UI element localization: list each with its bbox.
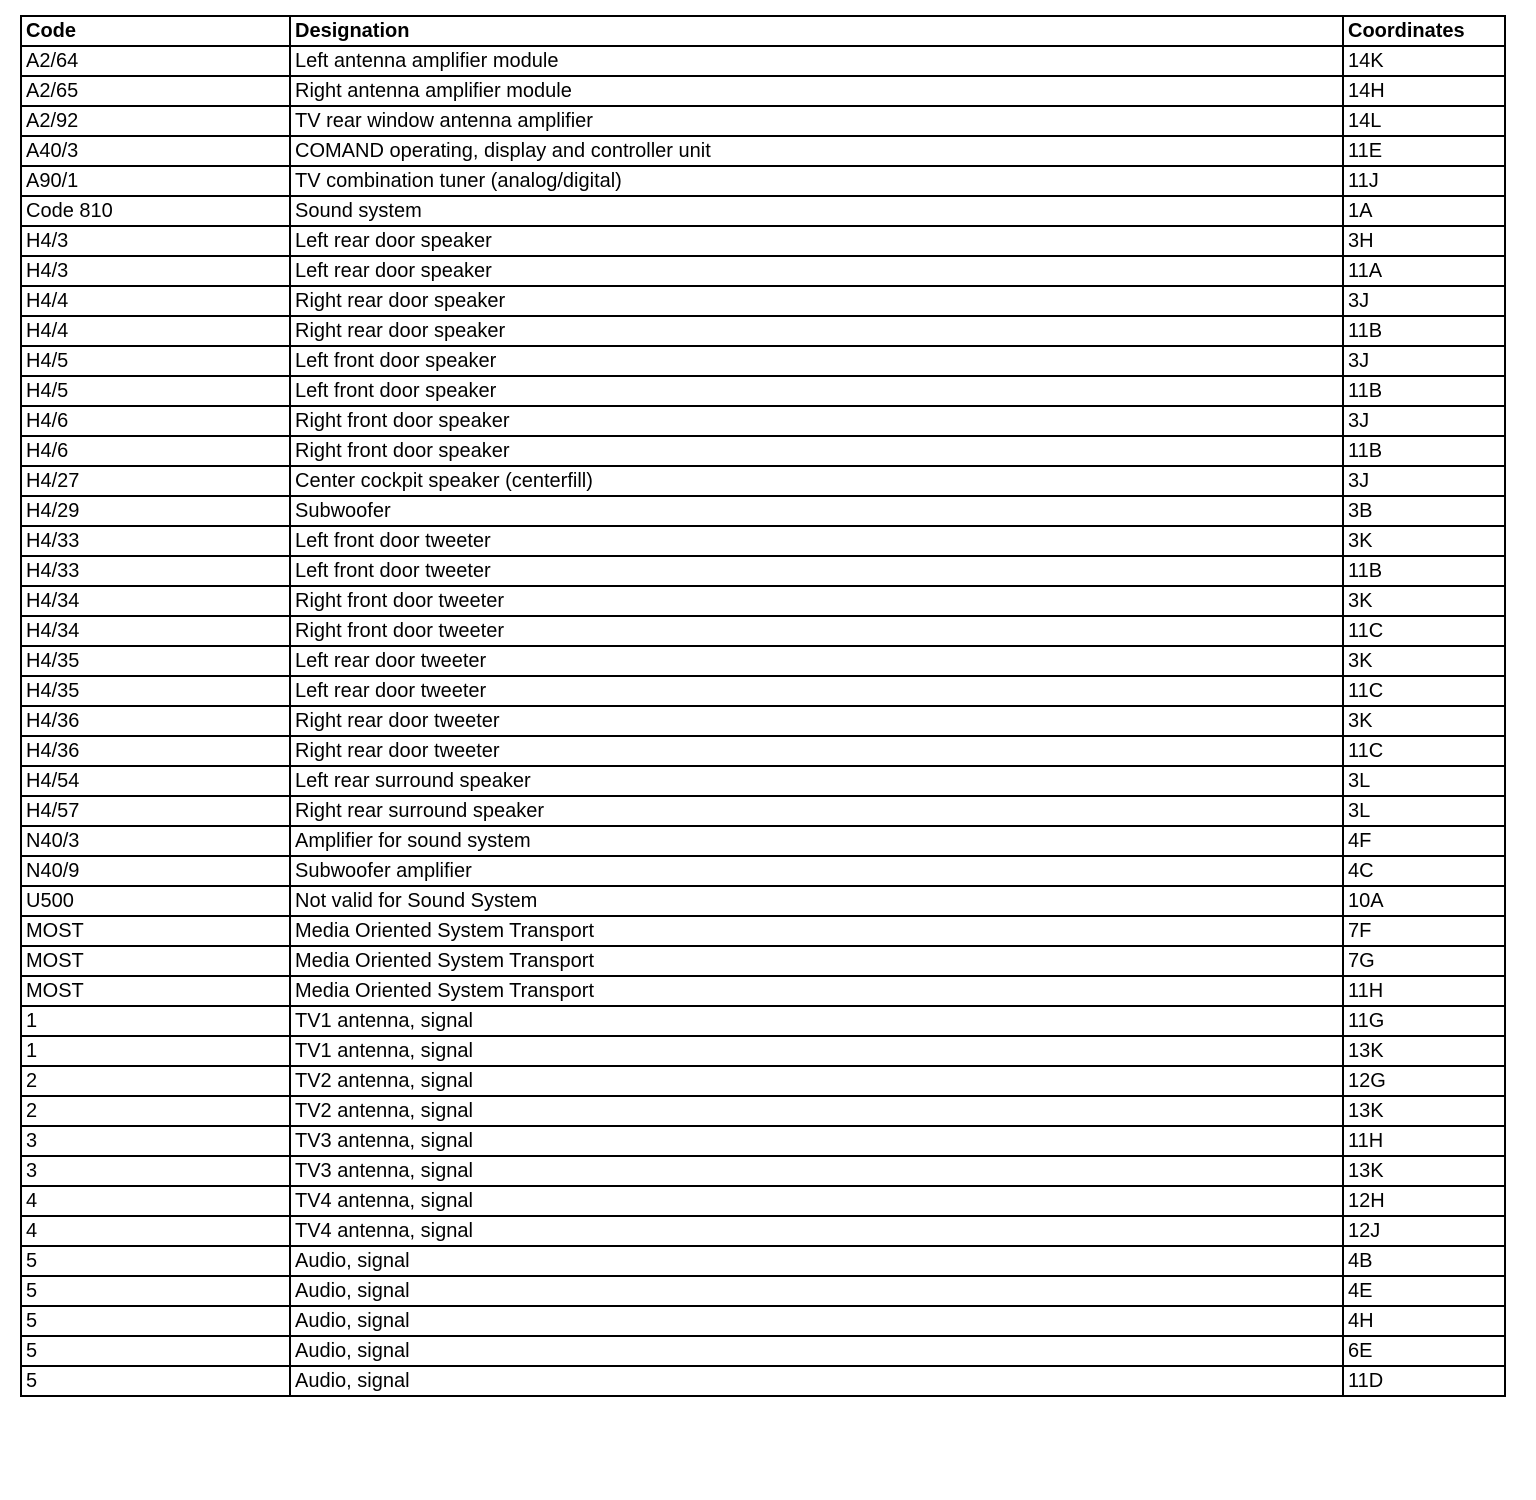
cell-designation: TV1 antenna, signal xyxy=(290,1036,1343,1066)
cell-designation: COMAND operating, display and controller unit xyxy=(290,136,1343,166)
cell-designation: TV combination tuner (analog/digital) xyxy=(290,166,1343,196)
table-row xyxy=(21,856,1505,886)
cell-designation: Left rear surround speaker xyxy=(290,766,1343,796)
cell-designation: Subwoofer amplifier xyxy=(290,856,1343,886)
cell-code: 5 xyxy=(21,1276,290,1306)
cell-code: H4/3 xyxy=(21,226,290,256)
cell-code: A40/3 xyxy=(21,136,290,166)
cell-coordinates: 11E xyxy=(1343,136,1505,166)
cell-code: 3 xyxy=(21,1156,290,1186)
table-row xyxy=(21,826,1505,856)
cell-designation: Left rear door tweeter xyxy=(290,646,1343,676)
table-row xyxy=(21,646,1505,676)
table-row xyxy=(21,676,1505,706)
table-row xyxy=(21,886,1505,916)
cell-code: 5 xyxy=(21,1246,290,1276)
cell-coordinates: 11D xyxy=(1343,1366,1505,1396)
cell-designation: Center cockpit speaker (centerfill) xyxy=(290,466,1343,496)
cell-designation: Amplifier for sound system xyxy=(290,826,1343,856)
table-row xyxy=(21,1096,1505,1126)
cell-coordinates: 14H xyxy=(1343,76,1505,106)
cell-code: H4/33 xyxy=(21,526,290,556)
cell-code: H4/6 xyxy=(21,436,290,466)
table-row xyxy=(21,76,1505,106)
cell-designation: Right front door speaker xyxy=(290,436,1343,466)
cell-code: H4/29 xyxy=(21,496,290,526)
cell-code: 4 xyxy=(21,1216,290,1246)
table-row xyxy=(21,496,1505,526)
cell-code: 5 xyxy=(21,1306,290,1336)
cell-code: 3 xyxy=(21,1126,290,1156)
cell-code: A2/64 xyxy=(21,46,290,76)
cell-designation: Not valid for Sound System xyxy=(290,886,1343,916)
cell-coordinates: 13K xyxy=(1343,1036,1505,1066)
cell-coordinates: 14K xyxy=(1343,46,1505,76)
table-row xyxy=(21,136,1505,166)
table-row xyxy=(21,976,1505,1006)
cell-designation: TV2 antenna, signal xyxy=(290,1096,1343,1126)
cell-designation: Audio, signal xyxy=(290,1366,1343,1396)
cell-coordinates: 13K xyxy=(1343,1096,1505,1126)
cell-coordinates: 3K xyxy=(1343,706,1505,736)
cell-coordinates: 1A xyxy=(1343,196,1505,226)
cell-designation: Media Oriented System Transport xyxy=(290,946,1343,976)
cell-coordinates: 11C xyxy=(1343,616,1505,646)
cell-designation: Audio, signal xyxy=(290,1336,1343,1366)
cell-code: 2 xyxy=(21,1096,290,1126)
table-row xyxy=(21,256,1505,286)
table-row xyxy=(21,286,1505,316)
cell-coordinates: 3J xyxy=(1343,406,1505,436)
cell-coordinates: 3B xyxy=(1343,496,1505,526)
cell-coordinates: 12H xyxy=(1343,1186,1505,1216)
cell-designation: Left rear door speaker xyxy=(290,256,1343,286)
table-row xyxy=(21,1156,1505,1186)
cell-designation: Right rear door tweeter xyxy=(290,736,1343,766)
cell-designation: Left front door speaker xyxy=(290,346,1343,376)
cell-coordinates: 14L xyxy=(1343,106,1505,136)
table-row xyxy=(21,1246,1505,1276)
table-row xyxy=(21,586,1505,616)
cell-code: 1 xyxy=(21,1036,290,1066)
cell-coordinates: 11B xyxy=(1343,316,1505,346)
table-row xyxy=(21,1006,1505,1036)
cell-coordinates: 11G xyxy=(1343,1006,1505,1036)
cell-designation: Right antenna amplifier module xyxy=(290,76,1343,106)
table-row xyxy=(21,1036,1505,1066)
cell-code: H4/34 xyxy=(21,616,290,646)
table-row xyxy=(21,736,1505,766)
table-row xyxy=(21,706,1505,736)
cell-coordinates: 7G xyxy=(1343,946,1505,976)
cell-designation: Right rear surround speaker xyxy=(290,796,1343,826)
cell-coordinates: 3J xyxy=(1343,286,1505,316)
cell-designation: TV1 antenna, signal xyxy=(290,1006,1343,1036)
table-body xyxy=(21,46,1505,1396)
cell-designation: Audio, signal xyxy=(290,1276,1343,1306)
cell-designation: Right rear door speaker xyxy=(290,316,1343,346)
cell-coordinates: 10A xyxy=(1343,886,1505,916)
cell-coordinates: 3L xyxy=(1343,766,1505,796)
cell-coordinates: 6E xyxy=(1343,1336,1505,1366)
cell-code: N40/3 xyxy=(21,826,290,856)
table-row xyxy=(21,436,1505,466)
cell-code: 4 xyxy=(21,1186,290,1216)
cell-code: 2 xyxy=(21,1066,290,1096)
cell-code: H4/6 xyxy=(21,406,290,436)
cell-code: MOST xyxy=(21,916,290,946)
cell-designation: Right front door speaker xyxy=(290,406,1343,436)
cell-designation: TV4 antenna, signal xyxy=(290,1216,1343,1246)
cell-designation: Media Oriented System Transport xyxy=(290,916,1343,946)
cell-code: N40/9 xyxy=(21,856,290,886)
table-row xyxy=(21,316,1505,346)
cell-coordinates: 4F xyxy=(1343,826,1505,856)
cell-designation: Left rear door tweeter xyxy=(290,676,1343,706)
cell-coordinates: 11A xyxy=(1343,256,1505,286)
table-row xyxy=(21,946,1505,976)
cell-coordinates: 4H xyxy=(1343,1306,1505,1336)
cell-designation: Media Oriented System Transport xyxy=(290,976,1343,1006)
cell-code: H4/35 xyxy=(21,646,290,676)
cell-coordinates: 3H xyxy=(1343,226,1505,256)
cell-coordinates: 11H xyxy=(1343,976,1505,1006)
cell-designation: Left front door speaker xyxy=(290,376,1343,406)
cell-code: A2/65 xyxy=(21,76,290,106)
table-row xyxy=(21,196,1505,226)
cell-code: H4/4 xyxy=(21,316,290,346)
table-row xyxy=(21,406,1505,436)
cell-coordinates: 4E xyxy=(1343,1276,1505,1306)
table-header xyxy=(21,16,1505,46)
header-designation: Designation xyxy=(290,16,1343,46)
cell-code: H4/4 xyxy=(21,286,290,316)
table-row xyxy=(21,796,1505,826)
cell-code: H4/3 xyxy=(21,256,290,286)
table-row xyxy=(21,346,1505,376)
cell-coordinates: 11H xyxy=(1343,1126,1505,1156)
cell-coordinates: 11C xyxy=(1343,676,1505,706)
cell-code: A2/92 xyxy=(21,106,290,136)
cell-designation: Right rear door speaker xyxy=(290,286,1343,316)
table-row xyxy=(21,46,1505,76)
cell-coordinates: 7F xyxy=(1343,916,1505,946)
cell-code: MOST xyxy=(21,976,290,1006)
cell-coordinates: 3L xyxy=(1343,796,1505,826)
cell-code: 5 xyxy=(21,1366,290,1396)
cell-designation: TV3 antenna, signal xyxy=(290,1156,1343,1186)
cell-coordinates: 3J xyxy=(1343,346,1505,376)
cell-coordinates: 12J xyxy=(1343,1216,1505,1246)
cell-coordinates: 11B xyxy=(1343,556,1505,586)
cell-code: 1 xyxy=(21,1006,290,1036)
cell-code: H4/27 xyxy=(21,466,290,496)
table-row xyxy=(21,526,1505,556)
header-row xyxy=(21,16,1505,46)
component-table xyxy=(20,15,1506,1397)
cell-designation: Right front door tweeter xyxy=(290,586,1343,616)
cell-designation: Right rear door tweeter xyxy=(290,706,1343,736)
cell-designation: Left rear door speaker xyxy=(290,226,1343,256)
table-row xyxy=(21,376,1505,406)
cell-coordinates: 3J xyxy=(1343,466,1505,496)
table-row xyxy=(21,1366,1505,1396)
cell-designation: TV2 antenna, signal xyxy=(290,1066,1343,1096)
table-row xyxy=(21,166,1505,196)
cell-designation: TV3 antenna, signal xyxy=(290,1126,1343,1156)
cell-coordinates: 13K xyxy=(1343,1156,1505,1186)
cell-code: 5 xyxy=(21,1336,290,1366)
table-row xyxy=(21,1306,1505,1336)
cell-code: Code 810 xyxy=(21,196,290,226)
table-row xyxy=(21,226,1505,256)
table-row xyxy=(21,1126,1505,1156)
header-code: Code xyxy=(21,16,290,46)
cell-coordinates: 11B xyxy=(1343,376,1505,406)
cell-code: H4/35 xyxy=(21,676,290,706)
table-row xyxy=(21,1066,1505,1096)
cell-designation: Left front door tweeter xyxy=(290,526,1343,556)
cell-coordinates: 4B xyxy=(1343,1246,1505,1276)
cell-coordinates: 4C xyxy=(1343,856,1505,886)
cell-code: H4/33 xyxy=(21,556,290,586)
cell-coordinates: 3K xyxy=(1343,586,1505,616)
table-row xyxy=(21,1186,1505,1216)
cell-code: H4/57 xyxy=(21,796,290,826)
table-row xyxy=(21,466,1505,496)
cell-coordinates: 11C xyxy=(1343,736,1505,766)
cell-coordinates: 12G xyxy=(1343,1066,1505,1096)
header-coordinates: Coordinates xyxy=(1343,16,1505,46)
cell-code: MOST xyxy=(21,946,290,976)
cell-designation: Right front door tweeter xyxy=(290,616,1343,646)
table-row xyxy=(21,766,1505,796)
cell-code: H4/5 xyxy=(21,346,290,376)
cell-coordinates: 3K xyxy=(1343,646,1505,676)
cell-code: H4/34 xyxy=(21,586,290,616)
cell-code: H4/36 xyxy=(21,706,290,736)
cell-designation: Left front door tweeter xyxy=(290,556,1343,586)
cell-code: A90/1 xyxy=(21,166,290,196)
cell-code: U500 xyxy=(21,886,290,916)
table-row xyxy=(21,106,1505,136)
cell-coordinates: 11J xyxy=(1343,166,1505,196)
cell-coordinates: 11B xyxy=(1343,436,1505,466)
table-row xyxy=(21,916,1505,946)
cell-designation: TV4 antenna, signal xyxy=(290,1186,1343,1216)
cell-designation: Left antenna amplifier module xyxy=(290,46,1343,76)
cell-code: H4/36 xyxy=(21,736,290,766)
table-row xyxy=(21,1276,1505,1306)
cell-coordinates: 3K xyxy=(1343,526,1505,556)
cell-designation: TV rear window antenna amplifier xyxy=(290,106,1343,136)
table-row xyxy=(21,1216,1505,1246)
cell-designation: Sound system xyxy=(290,196,1343,226)
cell-designation: Audio, signal xyxy=(290,1246,1343,1276)
cell-designation: Subwoofer xyxy=(290,496,1343,526)
cell-code: H4/5 xyxy=(21,376,290,406)
table-row xyxy=(21,556,1505,586)
cell-designation: Audio, signal xyxy=(290,1306,1343,1336)
component-legend xyxy=(20,15,1504,1397)
cell-code: H4/54 xyxy=(21,766,290,796)
table-row xyxy=(21,1336,1505,1366)
table-row xyxy=(21,616,1505,646)
